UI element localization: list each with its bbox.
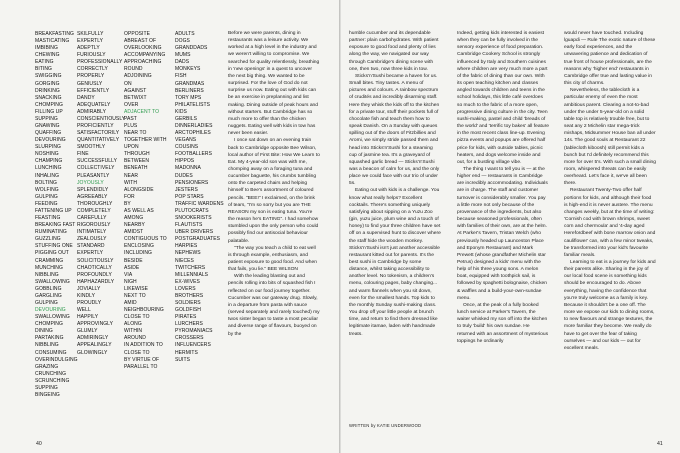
- word-list-item: SWALLOWING: [35, 314, 70, 321]
- word-list-item: EATING: [35, 59, 54, 66]
- word-list-item: MILLENNIALS: [175, 271, 209, 278]
- word-list-item: CHOMPING: [35, 101, 63, 108]
- word-list-item: OVERLOOKING: [124, 45, 162, 52]
- word-list-item: NEAR: [124, 172, 139, 179]
- word-list-item: SUCCESSFULLY: [77, 158, 117, 165]
- word-list-item: COLLECTIVELY: [77, 165, 115, 172]
- right-body-column-3: [564, 30, 656, 352]
- word-list-item: CORRECTLY: [77, 66, 108, 73]
- word-list-item: NIBBLING: [35, 271, 59, 278]
- word-list-item: ZEALOUSLY: [77, 236, 107, 243]
- word-list-item: WITHIN: [124, 328, 143, 335]
- word-list-item: EX-WIVES: [175, 278, 200, 285]
- word-list-item: ENCLOSING: [124, 243, 154, 250]
- word-list-item: GULPING: [35, 193, 58, 200]
- word-list-item: FOOTBALLERS: [175, 151, 212, 158]
- body-paragraph: Learning to eat is a journey for kids and their parents alike. Sharing in the joy of our local food scene is something kids should be encouraged to do. Above everything, having the confidence that you're truly welcome as a family is key. Because it shouldn't be a one off. The more we expose our kids to dining rooms, to new flavours and strange textures, the more familiar they become. We really do have to get over the fear of taking ourselves — and our kids — out for excellent meals.: [564, 260, 656, 351]
- body-paragraph: Eating out with kids is a challenge. You know what really helps? Excellent cocktails. There's something uniquely satisfying about sipping on a Yuzu Zoo (gin, yuzu juice, plum wine and a touch of honey) to find your three children have set off on a supervised hunt to discover where the staff hide the wooden monkey. Sticks'n'Sushi isn't just another accessible restaurant kitted out for parents. It's the best sushi in Cambridge by some distance, whilst taking accessibility to another level. No tokenism, a children's menu, colouring pages, baby changing... and warm flannels when you sit down, even for the smallest hands. Top kids to the monthly Sunday sushi-making class. You drop off your little people at brunch time, and return to find them dressed like legitimate itamae, laden with handmade treats.: [349, 188, 441, 337]
- word-list-item: EFFICIENTLY: [77, 87, 110, 94]
- word-list-item: CRAMMING: [35, 257, 64, 264]
- word-list-item: MASTICATING: [35, 38, 70, 45]
- word-list-item: FILLING UP: [35, 108, 63, 115]
- word-list-item: ADEQUATELY: [77, 101, 111, 108]
- word-list-item: MUMS: [175, 52, 191, 59]
- word-list-item: BY VIRTUE OF: [124, 356, 160, 363]
- word-list-item: APPEALINGLY: [77, 342, 112, 349]
- word-list-item: PLUS: [124, 123, 138, 130]
- noun-word-column: [175, 31, 224, 364]
- word-list-item: DANDY: [77, 94, 95, 101]
- word-list-item: JOYOUSLY: [77, 179, 104, 186]
- word-list-item: EXPERTLY: [77, 38, 104, 45]
- word-list-item: FATTENING UP: [35, 207, 72, 214]
- word-list-item: DRINKING: [35, 87, 60, 94]
- body-paragraph: With the leading blasting out and pencils rolling into bits of squashed fish I reflected on our food journey together. Cucumber was our gateway drug. Slowly, in a departure from pasta with sauce (served separately and rarely touched) my twos sister began to taste a most peculiar and diverse range of flavours, buoyed on by the: [228, 274, 320, 337]
- word-list-item: PLEASANTLY: [77, 172, 110, 179]
- body-paragraph: The thing I want to tell you is — at the higher end — restaurants in Cambridge are incredibly accommodating. Individuals are in charge. The staff and customer turnover is considerably smaller. You pay a little more not only because of the provenance of the ingredients, but also because seasoned professionals, often with families of their own, are at the helm. At Parker's Tavern, Tristan Welch (who previously headed up Launceston Place and Eponym Restaurant) and Mark Prewett (whose grandfather Michelin star Petrus) designed a kids' menu with the help of his three young sons. A melon boat, equipped with toothpick sail, is followed by spaghetti bolognaise, chicken & waffles and a build-your-own-sundae menu.: [457, 166, 548, 301]
- right-body-column-2: [457, 30, 549, 345]
- word-list-item: NEAR TO: [124, 130, 147, 137]
- word-list-item: PENSIONERS: [175, 179, 209, 186]
- word-list-item: CHEWING: [35, 52, 60, 59]
- verb-word-column: [35, 31, 78, 399]
- word-list-item: OPPOSITE: [124, 31, 150, 37]
- word-list-item: INFLUENCERS: [175, 342, 211, 349]
- body-paragraph: Restaurant Twenty-Two offer half portions for kids, and although their food is high-end it is never austere. The menu changes weekly, but at the time of writing: 'Cornish cod with brown shrimps, sweet corn and chermoula' and '4-day aged Herefordbeef with bone marrow onion and cauliflower' can, with a few minor tweaks, be transformed into your kid's favourite familiar meals.: [564, 188, 656, 258]
- adverb-word-column: [77, 31, 125, 357]
- word-list-item: SWIGGING: [35, 73, 62, 80]
- word-list-item: SUITS: [175, 356, 190, 363]
- word-list-item: BENEATH: [124, 165, 148, 172]
- word-list-item: DINING: [35, 328, 53, 335]
- word-list-item: GNAWING: [35, 123, 60, 130]
- word-list-item: FOR: [124, 193, 135, 200]
- word-list-item: CONTIGUOUS TO: [124, 236, 167, 243]
- pull-quote: "The way you teach a child to eat well is through example, enthusiasm, and patient exposure to good food. And when that fails, you lie." BEE WILSON: [228, 245, 317, 273]
- word-list-item: SWALLOWING: [35, 278, 70, 285]
- word-list-item: SUPPING: [35, 115, 58, 122]
- word-list-item: CONSCIENTIOUSLY: [77, 115, 126, 122]
- word-list-item: WITH: [124, 179, 137, 186]
- body-paragraph: Once, at the peak of a fully booked lunch service at Parker's Tavern, the waiter whisked my son off into the kitchen to truly 'build' his own sundae. He returned with an assortment of mysterious toppings he ordinarily: [457, 302, 549, 344]
- word-list-item: LIKEWISE: [124, 285, 149, 292]
- word-list-item: NEIGHBOURING: [124, 307, 164, 314]
- word-list-item: DUDES: [175, 172, 193, 179]
- word-list-item: ACCOMPANYING: [124, 52, 166, 59]
- word-list-item: LUNCHING: [35, 165, 62, 172]
- word-list-item: APPROVINGLY: [77, 321, 114, 328]
- preposition-word-column: [124, 31, 167, 371]
- word-list-item: PIRATES: [175, 314, 197, 321]
- word-list-item: PROUDLY: [77, 299, 102, 306]
- word-list-item: OVERINDULGING: [35, 356, 78, 363]
- word-list-item: BREAKFASTING: [35, 31, 74, 37]
- body-paragraph: Nevertheless, the tableclоth is a particular enemy of even the most ambitious parent. Clearing a not-to-bad under the under 5-year-old on a solid table top is relatively trouble free, but to seat any 2 Michelin star mega-trick mishaps, Midsummer House ban all under 14s. The good souls at Restaurant 22 (tablecloth kiboosh) still permit kids a bunch but I'd definitely recommend this more for over 5's. With such a small dining room, whispered threats can be easily overheard. Let's face it, we've all been there.: [564, 88, 656, 187]
- word-list-item: BY: [124, 200, 131, 207]
- word-list-item: PROFESSIONALLY: [77, 59, 123, 66]
- word-list-item: NIBBLING: [35, 342, 59, 349]
- page-number-left: 40: [36, 441, 42, 447]
- word-list-item: LOVERS: [175, 285, 196, 292]
- word-list-item: SNACKING: [35, 94, 62, 101]
- word-list-item: DEVOURING: [35, 307, 66, 314]
- word-list-item: AMID: [124, 299, 137, 306]
- body-paragraph: Before we were parents, dining in restaurants was a leisure activity. We worked at a high level in the industry and we weren't willing to compromise. We searched for quality relentlessly, breathing in 'new openings' in a quest to uncover the next big thing. We wanted to be surprised. For the love of God do not surprise us now. Eating out with kids can be an exercise in preplanning and list making. Dining outside of peak hours and without starters. But Cambridge has so much more to offer than the chicken nuggets. Eating well with kids in tow has never been easier.: [228, 31, 320, 137]
- word-list-item: DINNERLADIES: [175, 123, 213, 130]
- word-list-item: WELL: [77, 307, 91, 314]
- word-list-item: ADEPTLY: [77, 45, 100, 52]
- page-number-right: 41: [657, 441, 663, 447]
- word-list-item: INCLUDING: [124, 250, 152, 257]
- word-list-item: SOLICITOUSLY: [77, 257, 114, 264]
- word-list-item: GARGLING: [35, 292, 62, 299]
- word-list-item: STANDARD: [77, 243, 105, 250]
- word-list-item: AMIDST: [124, 229, 144, 236]
- word-list-item: MUNCHING: [35, 264, 63, 271]
- word-list-item: GENIUSLY: [77, 80, 103, 87]
- word-list-item: BROTHERS: [175, 292, 204, 299]
- word-list-item: TOGETHER WITH: [124, 137, 167, 144]
- word-list-item: OVER: [124, 101, 139, 108]
- word-list-item: AMONG: [124, 215, 144, 222]
- word-list-item: MADONNA: [175, 165, 201, 172]
- word-list-item: TWITCHERS: [175, 264, 206, 271]
- word-list-item: HAPHAZARDLY: [77, 278, 115, 285]
- word-list-item: RUMINATING: [35, 229, 67, 236]
- word-list-item: IN ADDITION TO: [124, 342, 163, 349]
- word-list-item: BREAKING FAST: [35, 222, 76, 229]
- word-list-item: THROUGH: [124, 151, 150, 158]
- word-list-item: GRAZING: [35, 363, 59, 370]
- word-list-item: TORY MPS: [175, 94, 202, 101]
- word-list-item: APPROACHING: [124, 59, 162, 66]
- word-list-item: INTIMATELY: [77, 229, 107, 236]
- word-list-item: RIGOROUSLY: [77, 222, 111, 229]
- word-list-item: JESTERS: [175, 186, 198, 193]
- word-list-item: DADS: [175, 59, 190, 66]
- word-list-item: KIDS: [175, 108, 187, 115]
- word-list-item: SPLENDIDLY: [77, 186, 109, 193]
- left-body-column: [228, 30, 320, 338]
- word-list-item: ADMIRINGLY: [77, 335, 109, 342]
- word-list-item: BOLTING: [35, 179, 57, 186]
- word-list-item: AGREEABLY: [77, 193, 108, 200]
- word-list-item: SMOOTHLY: [77, 144, 106, 151]
- word-list-item: GOLDFISH: [175, 307, 201, 314]
- word-list-item: FEEDING: [35, 200, 58, 207]
- word-list-item: DEVOURING: [35, 137, 66, 144]
- body-paragraph: Sticks'n'Sushi became a haven for us. Small bites. Tiny tastes. A menu of pictures and colours. A rainbow spectrum of crudités and incredibly disarming staff. Here they whisk the kids off to the kitchen for a private tour, stuff their pockets full of chocolate fish and teach them how to speak Danish. On a Sunday with queues spilling out of the doors of Fitzbillies and Aromi, we simply stride passed them and head into Sticks'n'Sushi for a steaming cup of jasmine tea. It's a graveyard of squashed garlic bread — Sticks'n'Sushi was a beacon of calm for us, and the only place we could face with our trio of under 5s.: [349, 73, 440, 187]
- word-list-item: CRUNCHING: [35, 370, 67, 377]
- word-list-item: MONKEYS: [175, 66, 201, 73]
- word-list-item: BESIDE: [124, 257, 143, 264]
- word-list-item: PROFICIENTLY: [77, 123, 114, 130]
- word-list-item: GERBILS: [175, 115, 198, 122]
- right-body-column-1: [349, 30, 441, 338]
- word-list-item: GRANDDADS: [175, 45, 208, 52]
- word-list-item: HAPPILY: [77, 314, 99, 321]
- word-list-item: ALONG: [124, 321, 142, 328]
- word-list-item: HERMITS: [175, 349, 198, 356]
- word-list-item: ON: [124, 80, 132, 87]
- word-list-item: BETWEEN: [124, 158, 150, 165]
- word-list-item: ADMIRABLY: [77, 108, 106, 115]
- word-list-item: KINDLY: [77, 292, 95, 299]
- word-list-item: SLURPING: [35, 144, 61, 151]
- word-list-item: COUSINS: [175, 144, 199, 151]
- body-paragraph: would never have touched. Including lguapdi — Rule The exotic nature of these early food experiences, and the unwavering patience and dedication of true front of house professionals, are the reasons why 'higher end' restaurants in Cambridge offer true and lasting value in this city of charms.: [564, 31, 656, 87]
- word-list-item: VEGANS: [175, 137, 197, 144]
- word-list-item: IMBIBING: [35, 45, 58, 52]
- word-list-item: NEPHEWS: [175, 250, 201, 257]
- word-list-item: WOLFING: [35, 186, 59, 193]
- word-list-item: BITING: [35, 66, 52, 73]
- word-list-item: GUZZLING: [35, 236, 61, 243]
- word-list-item: SUPPING: [35, 384, 58, 391]
- word-list-item: NIGH: [124, 278, 137, 285]
- word-list-item: POP STARS: [175, 193, 204, 200]
- word-list-item: ADJOINING: [124, 73, 152, 80]
- word-list-item: COMPLETELY: [77, 207, 111, 214]
- word-list-item: ALONGSIDE: [124, 186, 154, 193]
- word-list-item: FLAUTISTS: [175, 222, 203, 229]
- word-list-item: JOVIALLY: [77, 285, 101, 292]
- author-byline: WRITTEN by KATIE UNDERWOOD: [349, 423, 422, 428]
- body-paragraph: humble cucumber and its dependable partner: plain carbohydrates. With patient exposure to good food and plenty of lies along the way, we navigated our way through Cambridge's dining scene with one, then two, now three kids in tow.: [349, 31, 439, 72]
- word-list-item: HARPIES: [175, 243, 198, 250]
- word-list-item: EXPERTLY: [77, 250, 104, 257]
- word-list-item: PARTAKING: [35, 335, 64, 342]
- word-list-item: NIECES: [175, 257, 194, 264]
- word-list-item: ASIDE: [124, 264, 140, 271]
- word-list-item: QUAFFING: [35, 130, 62, 137]
- word-list-item: HIPPOS: [175, 158, 195, 165]
- word-list-item: GLOWINGLY: [77, 349, 108, 356]
- right-page: [341, 0, 680, 453]
- word-list-item: PROFOUNDLY: [77, 271, 112, 278]
- word-list-item: AGAINST: [124, 87, 147, 94]
- word-list-item: ABREAST OF: [124, 38, 157, 45]
- word-list-item: CLOSE TO: [124, 314, 150, 321]
- word-list-item: GORGING: [35, 80, 60, 87]
- word-list-item: UBER DRIVERS: [175, 229, 214, 236]
- word-list-item: AS WELL AS: [124, 207, 154, 214]
- body-paragraph: I once sat down on an evening train back to Cambridge opposite Bee Wilson, local author of First Bite: How We Learn to Eat. My 4-year-old son was with me, chomping away on a foraging tuna and cucumber baguette, his crumbs tumbling onto the carpeted chairs and helping himself to Bee's assortment of coloured pencils. "BEE!" I exclaimed, on the brink of tears, "I'm so sorry but you are THE REASON my son is eating tuna. You're the reason he's EATING". I had somehow stumbled upon the only person who could possibly find our antisocial behaviour palatable.: [228, 138, 320, 244]
- word-list-item: FISH: [175, 73, 187, 80]
- word-list-item: FINE: [77, 151, 89, 158]
- word-list-item: CHOMPING: [35, 321, 63, 328]
- word-list-item: GRANDMAS: [175, 80, 205, 87]
- word-list-item: PLUTOCRATS: [175, 207, 209, 214]
- word-list-item: CHAMPING: [35, 158, 63, 165]
- word-list-item: PHILATELISTS: [175, 101, 210, 108]
- word-list-item: PARALLEL TO: [124, 363, 158, 370]
- word-list-item: CONSUMING: [35, 349, 67, 356]
- word-list-item: PROPERLY: [77, 73, 105, 80]
- word-list-item: FURIOUSLY: [77, 52, 106, 59]
- word-list-item: SKILFULLY: [77, 31, 104, 37]
- word-list-item: ROUND: [124, 66, 143, 73]
- word-list-item: ADJACENT TO: [124, 108, 160, 115]
- word-list-item: PYROMANIACS: [175, 328, 213, 335]
- word-list-item: DOGS: [175, 38, 190, 45]
- word-list-item: INHALING: [35, 172, 60, 179]
- word-list-item: UPON: [124, 144, 139, 151]
- word-list-item: THOROUGHLY: [77, 200, 113, 207]
- word-list-item: CLOSE TO: [124, 349, 150, 356]
- left-page: [0, 0, 339, 453]
- word-list-item: NOSHING: [35, 151, 59, 158]
- word-list-item: STUFFING ONE: [35, 243, 73, 250]
- word-list-item: GULPING: [35, 299, 58, 306]
- word-list-item: GOBBLING: [35, 285, 62, 292]
- word-list-item: PAST: [124, 115, 137, 122]
- word-list-item: NEXT TO: [124, 292, 146, 299]
- word-list-item: SCRUNCHING: [35, 377, 70, 384]
- word-list-item: ADULTS: [175, 31, 195, 37]
- word-list-item: ARCTOPHILES: [175, 130, 211, 137]
- word-list-item: BETWIXT: [124, 94, 147, 101]
- word-list-item: TRAFFIC WARDENS: [175, 200, 224, 207]
- word-list-item: QUANTITATIVELY: [77, 137, 120, 144]
- word-list-item: CHAOTICALLY: [77, 264, 112, 271]
- word-list-item: SATISFACTORILY: [77, 130, 120, 137]
- word-list-item: CAREFULLY: [77, 215, 107, 222]
- word-list-item: CROSSERS: [175, 335, 204, 342]
- word-list-item: AROUND: [124, 335, 146, 342]
- word-list-item: PIGGING OUT: [35, 250, 69, 257]
- word-list-item: FEASTING: [35, 215, 61, 222]
- word-list-item: LURCHERS: [175, 321, 203, 328]
- word-list-item: POSTGRADUATES: [175, 236, 221, 243]
- word-list-item: SNOOKERISTS: [175, 215, 212, 222]
- word-list-item: BINGEING: [35, 391, 60, 398]
- body-paragraph: Indeed, getting kids interested is easiest when they can be fully involved in the sensory experience of food preparation. Cambridge Cookery School is strongly influenced by Italy and Southern cuisines where children are very much more a part of the fabric of dining than our own. With its open teaching kitchen and classes angled towards children and teens in the school holidays, this little café overdoes so much to the fabric of a more open, progressive dining culture in the city. Teen sushi-making, pastel and child 'breads of the world' and 'terrific toy bakes' all feature in the most recent class line-up. Evening pizza events and popups are offered half price for kids, with outside tables, picnic heaters, and dogs welcome inside and out, for a bustling village vibe.: [457, 31, 549, 165]
- word-list-item: VIA: [124, 271, 133, 278]
- word-list-item: NEARBY: [124, 222, 145, 229]
- word-list-item: GLUMLY: [77, 328, 98, 335]
- word-list-item: BERLINERS: [175, 87, 204, 94]
- word-list-item: SOLDIERS: [175, 299, 201, 306]
